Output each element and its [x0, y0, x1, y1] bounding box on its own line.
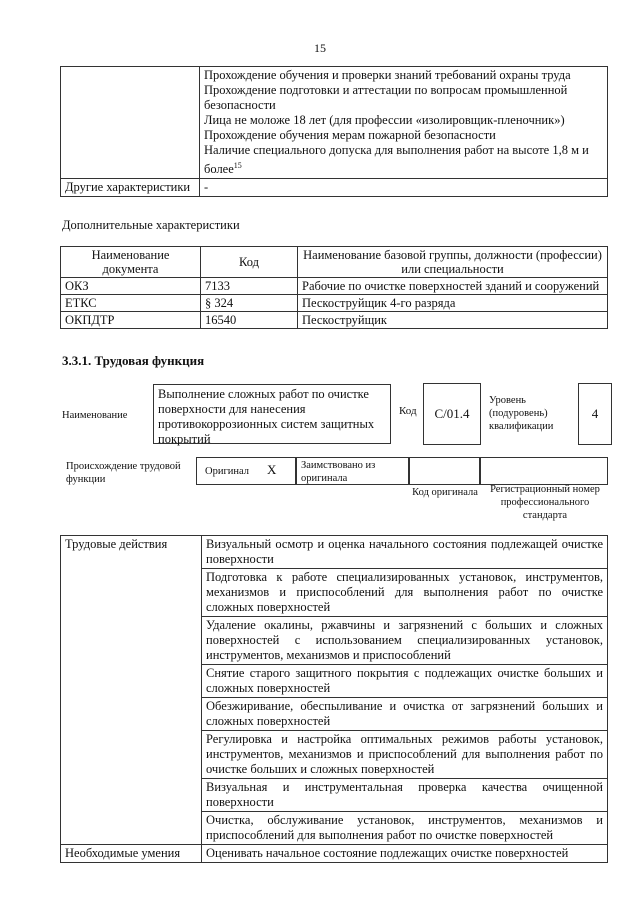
- table-row: [61, 295, 608, 312]
- footnote-mark: 15: [233, 161, 242, 170]
- actions-table: [60, 535, 608, 863]
- level-label: Уровень (подуровень) квалификации: [489, 395, 554, 432]
- action-item: Визуальный осмотр и оценка начального состояния подлежащей очистке поверхности: [202, 536, 608, 569]
- section-title: 3.3.1. Трудовая функция: [62, 353, 205, 368]
- action-item: Удаление окалины, ржавчины и загрязнений с больших и сложных поверхностей с использованием специализированных установок, инструментов, механизмов и приспособлений: [202, 617, 608, 665]
- table-row: [61, 278, 608, 295]
- reg-number-cell: [480, 457, 608, 485]
- original-mark: X: [267, 462, 277, 477]
- origin-label: Происхождение трудовой функции: [66, 461, 181, 485]
- additional-heading: Дополнительные характеристики: [62, 218, 240, 232]
- borrowed-cell: [296, 457, 409, 485]
- name-cell: Пескоструйщик: [298, 312, 608, 329]
- action-item: Снятие старого защитного покрытия с подлежащих очистке больших и сложных поверхностей: [202, 665, 608, 698]
- requirement-text: Наличие специального допуска для выполнения работ на высоте 1,8 м и более: [204, 143, 589, 177]
- requirement-line: [204, 143, 603, 177]
- page-number: 15: [314, 41, 326, 55]
- action-item: Обезжиривание, обеспыливание и очистка от загрязнений больших и сложных поверхностей: [202, 698, 608, 731]
- requirement-line: Прохождение подготовки и аттестации по вопросам промышленной безопасности: [204, 83, 568, 112]
- requirements-label-cell: [61, 67, 200, 179]
- additional-table: [60, 246, 608, 329]
- code-cell: 16540: [201, 312, 298, 329]
- code-label: Код: [399, 405, 417, 417]
- action-item: Регулировка и настройка оптимальных режимов работы установок, инструментов, механизмов и приспособлений для выполнения работ по очистке больших и сложных поверхностей: [202, 731, 608, 779]
- function-name-box: Выполнение сложных работ по очистке поверхности для нанесения противокоррозионных систем защитных покрытий: [153, 384, 391, 444]
- origin-row: [196, 457, 608, 485]
- action-item: Подготовка к работе специализированных установок, инструментов, механизмов и приспособлений для выполнения работ по очистке сложных поверхностей: [202, 569, 608, 617]
- original-label: Оригинал: [205, 466, 249, 477]
- header-doc: Наименование документа: [61, 247, 201, 278]
- other-value: -: [200, 179, 608, 197]
- doc-cell: ЕТКС: [61, 295, 201, 312]
- code-cell: 7133: [201, 278, 298, 295]
- name-cell: Пескоструйщик 4-го разряда: [298, 295, 608, 312]
- code-original-label: Код оригинала: [412, 487, 478, 498]
- requirements-table: [60, 66, 608, 197]
- name-cell: Рабочие по очистке поверхностей зданий и сооружений: [298, 278, 608, 295]
- other-label: Другие характеристики: [61, 179, 200, 197]
- requirement-line: Прохождение обучения и проверки знаний требований охраны труда: [204, 68, 571, 82]
- requirements-cell: [200, 67, 608, 179]
- code-cell: § 324: [201, 295, 298, 312]
- requirement-line: Прохождение обучения мерам пожарной безопасности: [204, 128, 496, 142]
- skills-label: Необходимые умения: [61, 845, 202, 863]
- level-box: 4: [578, 383, 612, 445]
- action-item: Визуальная и инструментальная проверка качества очищенной поверхности: [202, 779, 608, 812]
- original-cell: [196, 457, 296, 485]
- header-name: Наименование базовой группы, должности (профессии) или специальности: [298, 247, 608, 278]
- action-item: Очистка, обслуживание установок, инструментов, механизмов и приспособлений для выполнения работ по очистке поверхностей: [202, 812, 608, 845]
- reg-number-label: Регистрационный номер профессионального стандарта: [490, 484, 600, 521]
- table-row: [61, 312, 608, 329]
- actions-label: Трудовые действия: [61, 536, 202, 845]
- skill-item: Оценивать начальное состояние подлежащих очистке поверхностей: [202, 845, 608, 863]
- header-code: Код: [201, 247, 298, 278]
- borrowed-label: Заимствовано из оригинала: [301, 460, 376, 484]
- code-original-cell: [409, 457, 480, 485]
- name-label: Наименование: [62, 410, 128, 421]
- doc-cell: ОКЗ: [61, 278, 201, 295]
- doc-cell: ОКПДТР: [61, 312, 201, 329]
- requirement-line: Лица не моложе 18 лет (для профессии «изолировщик-пленочник»): [204, 113, 565, 127]
- function-code-box: C/01.4: [423, 383, 481, 445]
